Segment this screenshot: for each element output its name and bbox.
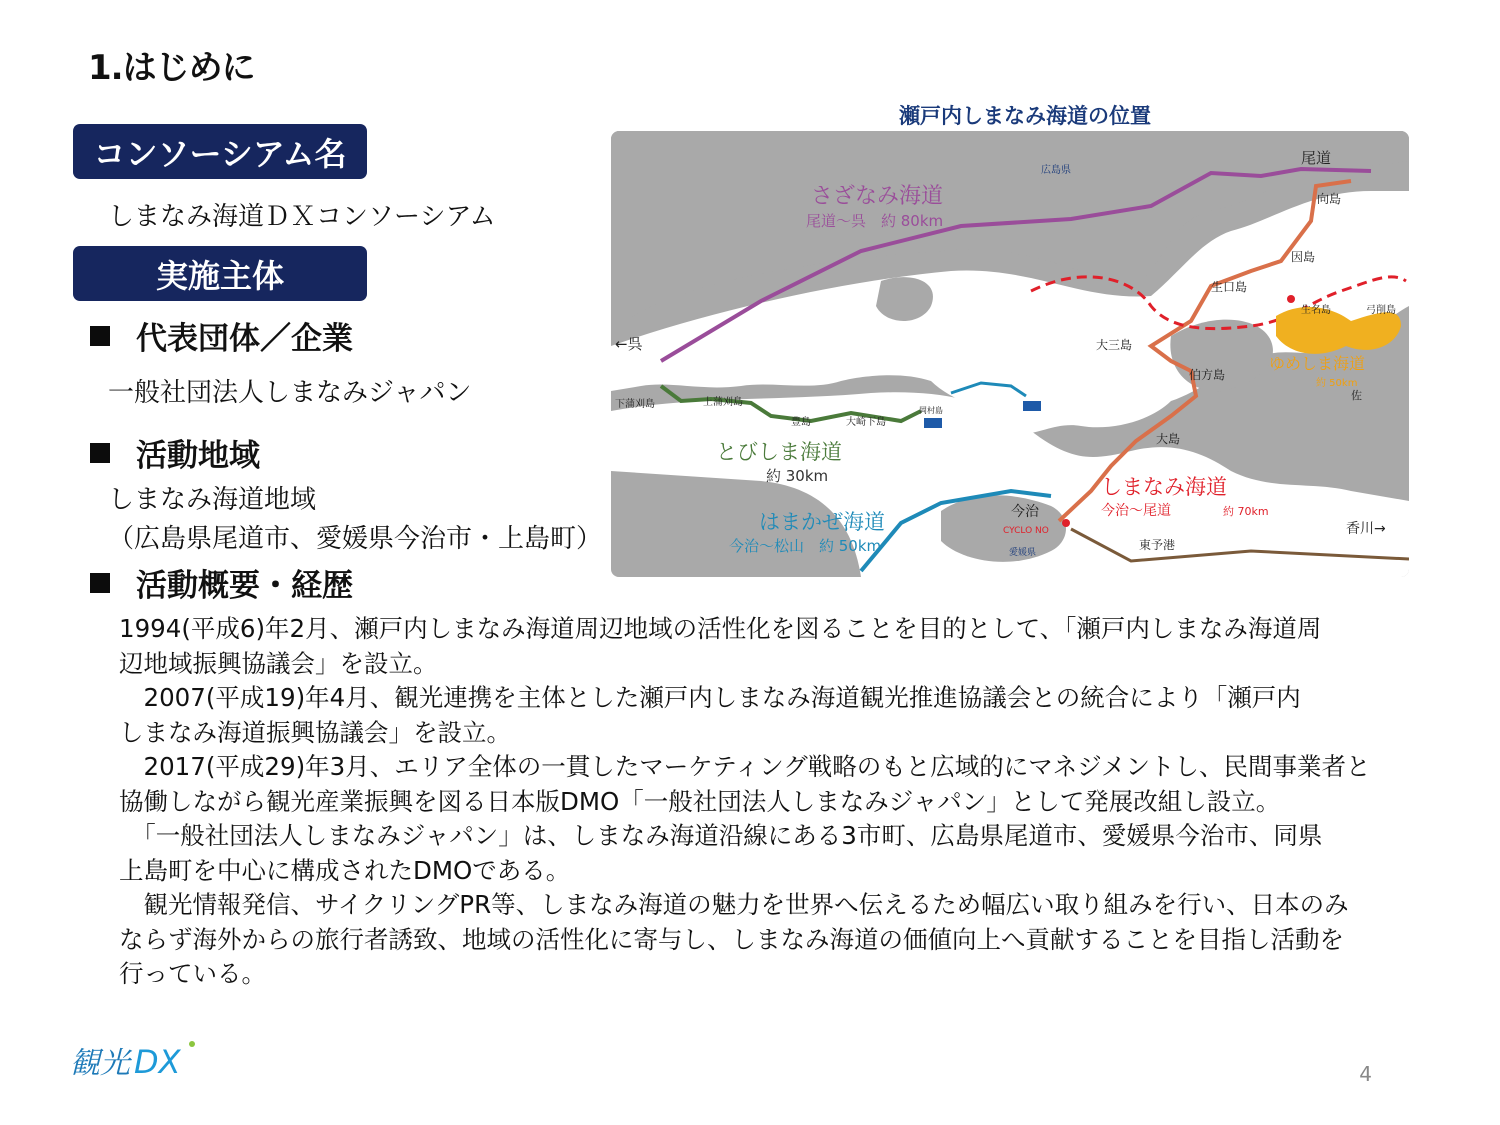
page-number: 4 (1359, 1062, 1372, 1086)
label-osakishimojima: 大崎下島 (846, 417, 886, 428)
implementer-label: 実施主体 (73, 246, 367, 301)
page-title: 1.はじめに (88, 48, 255, 88)
kanko-dx-logo-icon (70, 1036, 200, 1084)
label-higashiyoko: 東予港 (1139, 538, 1176, 552)
svg-text:DX: DX (134, 1043, 181, 1081)
label-tobishima-detail: 約 30km (766, 467, 829, 485)
body-line: 「一般社団法人しまなみジャパン」は、しまなみ海道沿線にある3市町、広島県尾道市、愛媛県今治市、同県 (119, 821, 1323, 850)
area-line-1: しまなみ海道地域 (108, 485, 317, 515)
label-onomichi: 尾道 (1301, 149, 1332, 167)
label-shimanami-detail: 今治～尾道 (1101, 503, 1171, 519)
kanko-dx-logo (70, 1036, 200, 1088)
representative-value: 一般社団法人しまなみジャパン (108, 378, 472, 408)
ferry-icon (1023, 401, 1041, 411)
label-yumeshima-detail: 約 50km (1316, 378, 1358, 389)
route-map-svg (611, 131, 1409, 577)
label-shimanami-distance: 約 70km (1223, 505, 1269, 518)
bullet-square-icon (90, 443, 110, 463)
label-kure: ←呉 (615, 335, 643, 353)
bullet-square-icon (90, 573, 110, 593)
section-heading: 代表団体／企業 (136, 321, 353, 357)
label-mukaishima: 向島 (1317, 192, 1342, 206)
label-sazanami-detail: 尾道～呉 約 80km (806, 212, 944, 230)
label-ehime: 愛媛県 (1009, 548, 1037, 558)
section-overview (90, 560, 353, 605)
map-title: 瀬戸内しまなみ海道の位置 (899, 104, 1151, 128)
body-line: 2007(平成19)年4月、観光連携を主体とした瀬戸内しまなみ海道観光推進協議会との統合により「瀬戸内 (119, 683, 1301, 712)
section-heading: 活動地域 (136, 438, 260, 474)
route-map (611, 131, 1409, 577)
label-kagawa: 香川→ (1346, 521, 1386, 537)
label-innoshima: 因島 (1291, 250, 1316, 264)
body-line: 行っている。 (119, 959, 266, 988)
section-heading: 活動概要・経歴 (136, 568, 353, 604)
section-area (90, 430, 260, 475)
consortium-name: しまなみ海道ＤＸコンソーシアム (108, 202, 496, 232)
consortium-label: コンソーシアム名 (73, 124, 367, 179)
label-kamikamagari: 上蒲刈島 (703, 397, 743, 408)
body-line: ならず海外からの旅行者誘致、地域の活性化に寄与し、しまなみ海道の価値向上へ貢献することを目指し活動を (119, 924, 1344, 954)
svg-text:観光: 観光 (70, 1046, 130, 1081)
body-line: 1994(平成6)年2月、瀬戸内しまなみ海道周辺地域の活性化を図ることを目的として、「瀬戸内しまなみ海道周 (119, 614, 1322, 643)
label-tobishima: とびしま海道 (716, 440, 842, 464)
bullet-square-icon (90, 326, 110, 346)
label-sa: 佐 (1351, 389, 1362, 402)
area-line-2: （広島県尾道市、愛媛県今治市・上島町） (108, 524, 603, 554)
label-oshima: 大島 (1156, 432, 1181, 446)
label-sazanami: さざなみ海道 (811, 184, 944, 209)
label-ikinashima: 生名島 (1301, 305, 1331, 316)
body-line: 2017(平成29)年3月、エリア全体の一貫したマーケティング戦略のもと広域的にマネジメントし、民間事業者と (119, 752, 1371, 781)
ferry-icon (924, 418, 942, 428)
body-line: 辺地域振興協議会」を設立。 (119, 648, 438, 678)
label-shimanami: しまなみ海道 (1101, 475, 1227, 499)
label-toyoshima: 豊島 (791, 417, 811, 428)
label-imabari: 今治 (1011, 504, 1039, 520)
section-representative (90, 313, 353, 358)
label-hiroshima: 広島県 (1041, 165, 1071, 176)
body-line: 協働しながら観光産業振興を図る日本版DMO「一般社団法人しまなみジャパン」として発展改組し設立。 (119, 786, 1281, 816)
label-hamakaze-detail: 今治～松山 約 50km (729, 537, 882, 555)
body-line: 観光情報発信、サイクリングPR等、しまなみ海道の魅力を世界へ伝えるため幅広い取り組みを行い、日本のみ (119, 890, 1349, 919)
body-line: 上島町を中心に構成されたDMOである。 (119, 855, 571, 885)
body-line: しまなみ海道振興協議会」を設立。 (119, 717, 511, 747)
port-marker (1287, 295, 1295, 303)
label-shimokamagari: 下蒲刈島 (615, 399, 655, 410)
label-yugeshima: 弓削島 (1366, 305, 1396, 316)
cyclo-marker (1062, 519, 1070, 527)
label-yumeshima: ゆめしま海道 (1269, 354, 1366, 373)
label-cyclo: CYCLO NO (1003, 526, 1049, 536)
label-hamakaze: はまかぜ海道 (759, 510, 885, 534)
label-hakatajima: 伯方島 (1189, 368, 1226, 382)
label-ikuchijima: 生口島 (1211, 280, 1248, 294)
label-okamurajima: 岡村島 (919, 406, 943, 415)
overview-body (119, 612, 1419, 992)
label-omishima: 大三島 (1096, 338, 1133, 352)
